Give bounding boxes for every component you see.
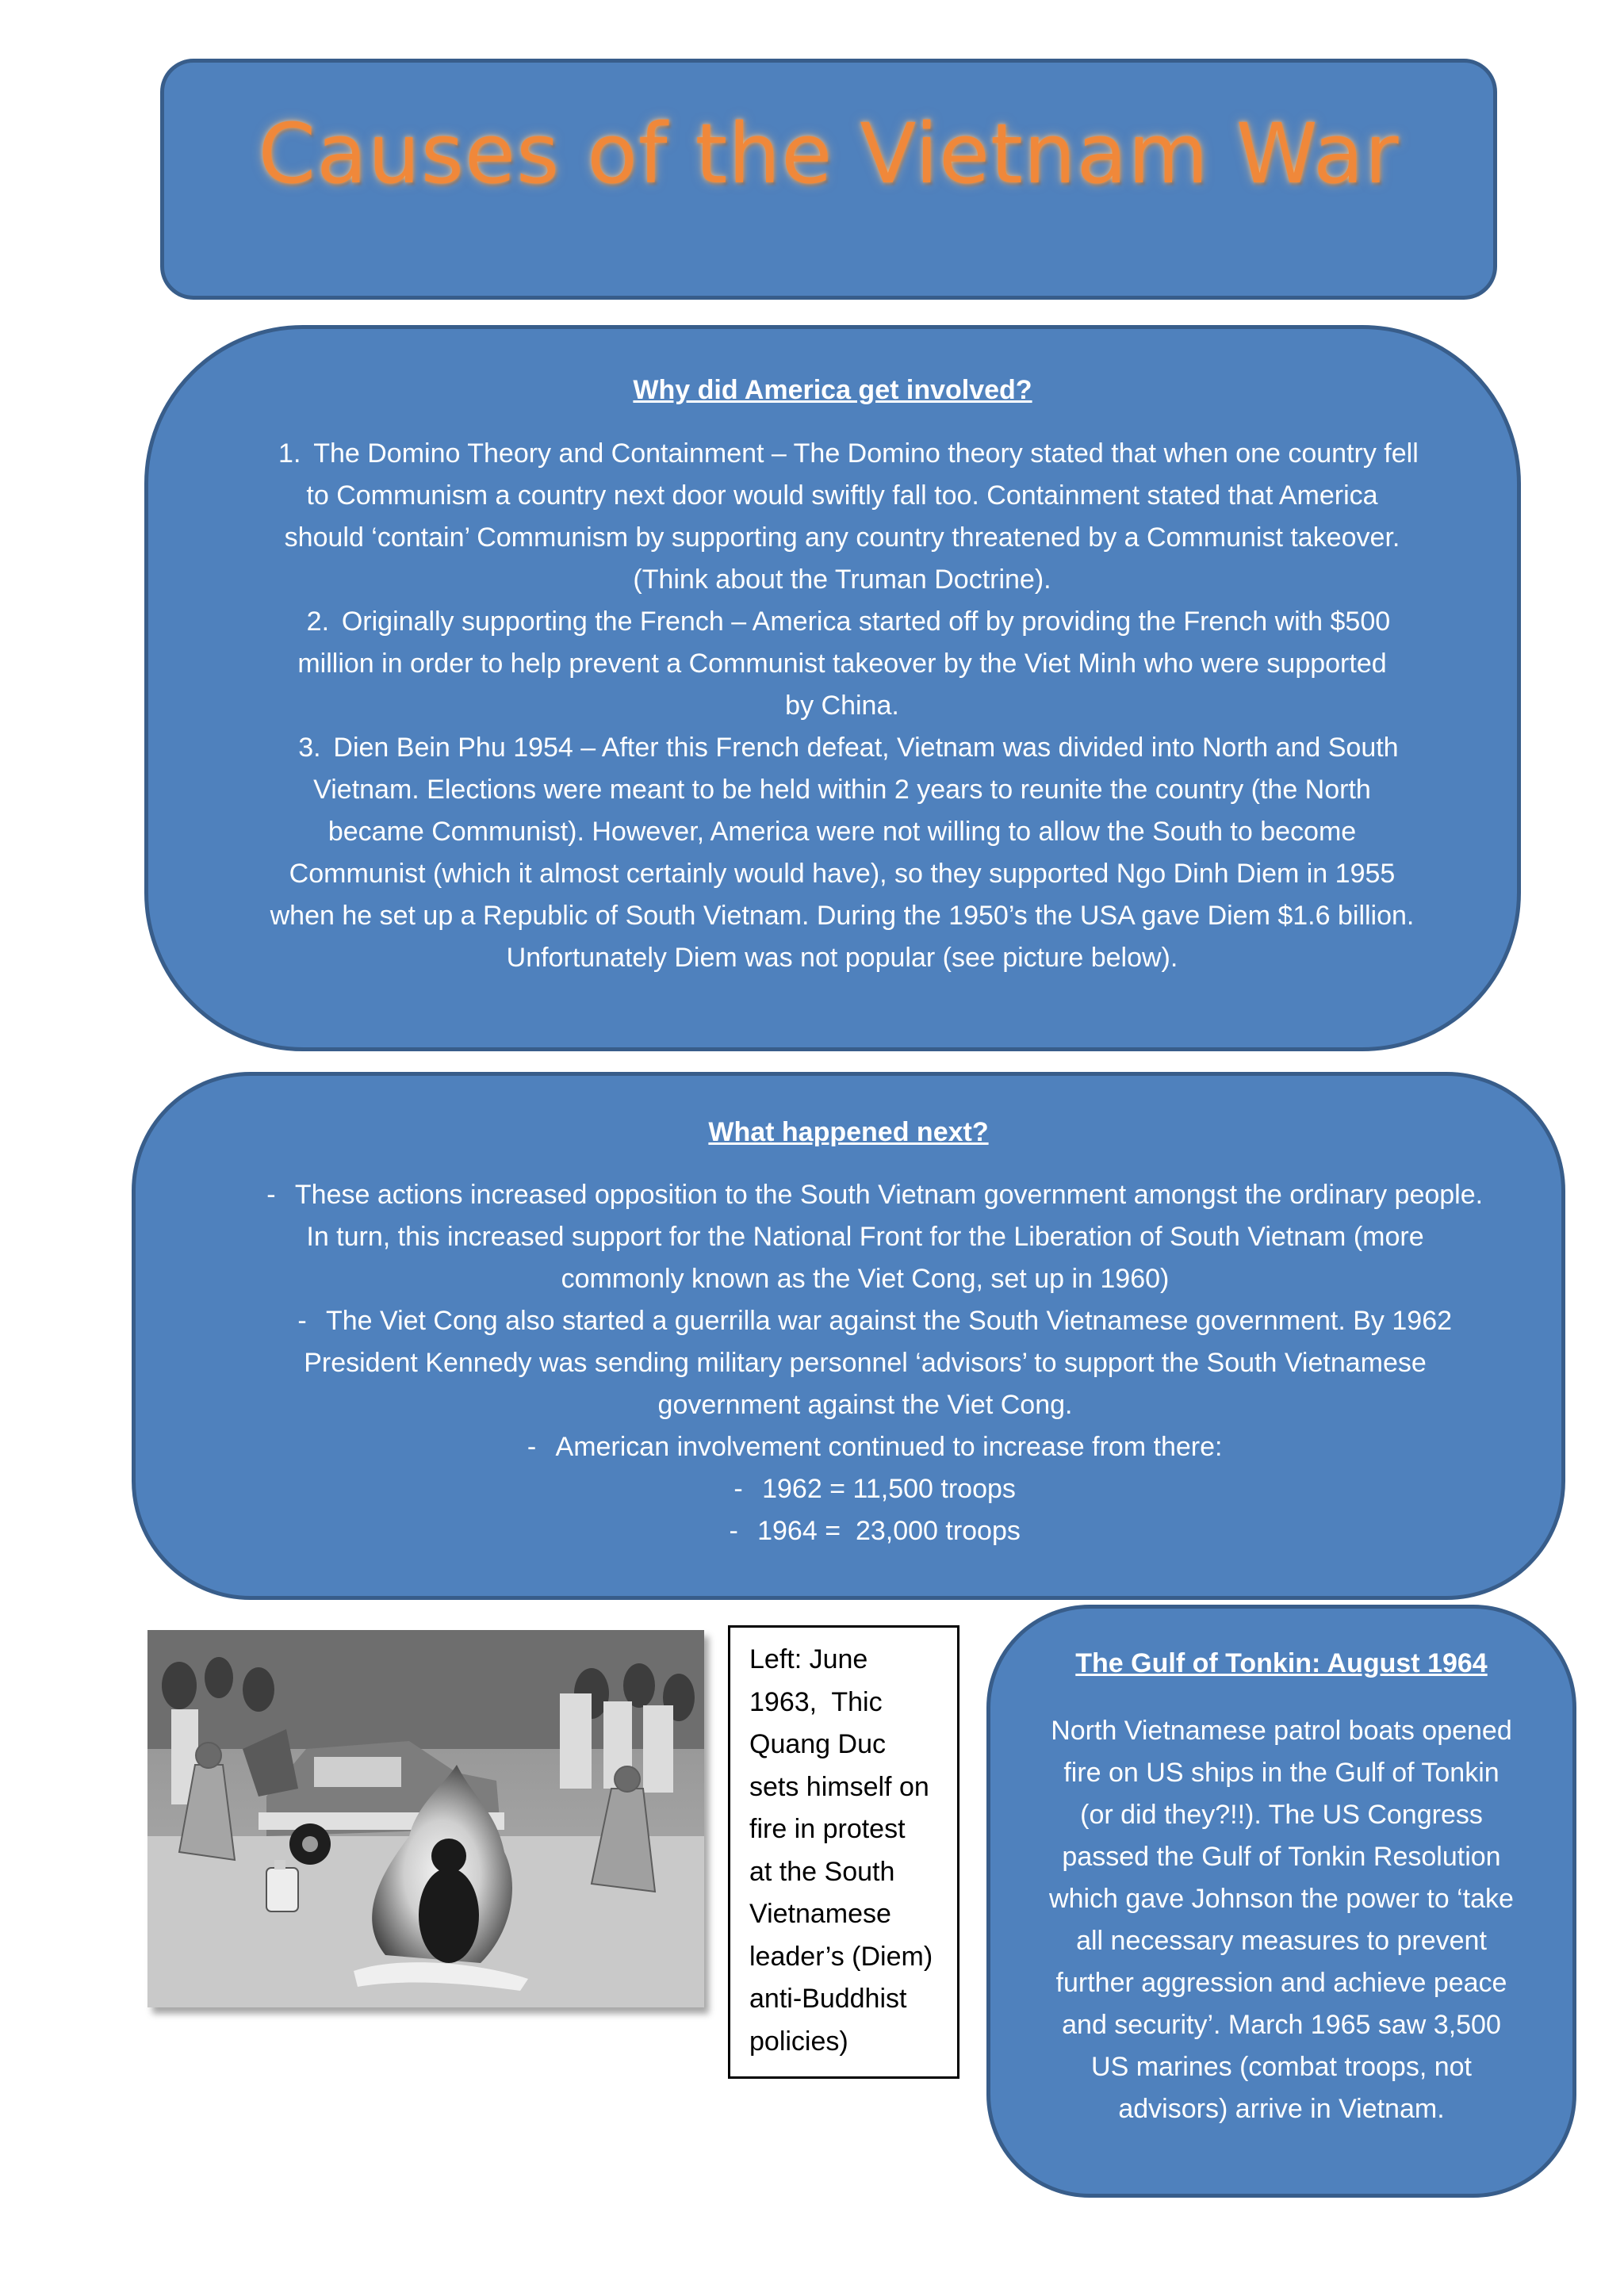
why-item-1-line: (Think about the Truman Doctrine). (633, 564, 1051, 595)
why-item-3-line: when he set up a Republic of South Vietnam. During the 1950’s the USA gave Diem $1.6 billion. (270, 901, 1415, 931)
why-item-1-line: to Communism a country next door would swiftly fall too. Containment stated that America (306, 480, 1378, 511)
caption-line: at the South (749, 1856, 895, 1887)
why-item-3-line: Dien Bein Phu 1954 – After this French defeat, Vietnam was divided into North and South (333, 733, 1399, 763)
bullet-dash: - (733, 1474, 743, 1504)
protest-photo-illustration (147, 1630, 704, 2007)
tonkin-line: fire on US ships in the Gulf of Tonkin (1063, 1758, 1500, 1788)
tonkin-line: US marines (combat troops, not (1091, 2052, 1472, 2082)
caption-line: 1963, Thic (749, 1686, 883, 1717)
next-item-3 (207, 1426, 1523, 1468)
tonkin-line: (or did they?!!). The US Congress (1080, 1800, 1483, 1830)
next-item-1-line: commonly known as the Viet Cong, set up in 1960) (561, 1264, 1170, 1294)
why-item-2-line: by China. (785, 691, 899, 721)
why-involved-panel (144, 325, 1521, 1051)
why-item-1 (251, 433, 1433, 601)
tonkin-line: further aggression and achieve peace (1055, 1968, 1507, 1998)
next-item-3-line: American involvement continued to increase from there: (555, 1432, 1223, 1462)
next-item-2-line: President Kennedy was sending military personnel ‘advisors’ to support the South Vietnamese (304, 1348, 1427, 1378)
next-item-2 (207, 1300, 1523, 1426)
tonkin-line: and security’. March 1965 saw 3,500 (1062, 2010, 1501, 2040)
caption-line: fire in protest (749, 1814, 906, 1844)
troops-1964-text: 1964 = 23,000 troops (757, 1516, 1021, 1546)
title-banner (160, 59, 1497, 300)
why-item-2-line: Originally supporting the French – America started off by providing the French with $500 (341, 607, 1391, 637)
caption-line: anti-Buddhist (749, 1984, 907, 2014)
troops-1962-text: 1962 = 11,500 troops (762, 1474, 1016, 1504)
caption-line: leader’s (Diem) (749, 1941, 933, 1972)
why-item-1-line: The Domino Theory and Containment – The Domino theory stated that when one country fell (313, 438, 1419, 469)
bullet-dash: - (527, 1432, 537, 1462)
caption-line: sets himself on (749, 1771, 929, 1802)
troops-1964 (207, 1510, 1523, 1552)
tonkin-line: advisors) arrive in Vietnam. (1118, 2094, 1445, 2124)
why-item-3-line: became Communist). However, America were not willing to allow the South to become (327, 817, 1357, 847)
next-item-1-line: These actions increased opposition to the South Vietnam government amongst the ordinary people. (294, 1180, 1484, 1210)
tonkin-line: passed the Gulf of Tonkin Resolution (1062, 1842, 1501, 1872)
next-item-1-line: In turn, this increased support for the National Front for the Liberation of South Vietnam (more (306, 1222, 1424, 1252)
next-item-1 (207, 1174, 1523, 1300)
bullet-dash: - (297, 1306, 307, 1336)
why-item-1-line: should ‘contain’ Communism by supporting any country threatened by a Communist takeover. (284, 522, 1400, 553)
troops-1962 (207, 1468, 1523, 1510)
tonkin-line: North Vietnamese patrol boats opened (1051, 1716, 1512, 1746)
caption-line: Left: June (749, 1644, 868, 1674)
bullet-dash: - (729, 1516, 738, 1546)
why-item-3-line: Unfortunately Diem was not popular (see picture below). (506, 943, 1178, 973)
next-item-2-line: The Viet Cong also started a guerrilla war against the South Vietnamese government. By 1962 (325, 1306, 1453, 1336)
why-item-1-number: 1. (278, 438, 301, 469)
gulf-of-tonkin-text (998, 1710, 1565, 2130)
gulf-of-tonkin-panel (986, 1605, 1576, 2198)
caption-line: policies) (749, 2026, 848, 2057)
why-item-2-number: 2. (306, 607, 330, 637)
why-item-2-line: million in order to help prevent a Communist takeover by the Viet Minh who were supported (297, 649, 1387, 679)
why-item-2 (251, 601, 1433, 727)
why-item-3-line: Communist (which it almost certainly would have), so they supported Ngo Dinh Diem in 1955 (289, 859, 1396, 889)
page-title: Causes of the Vietnam War (258, 105, 1400, 202)
tonkin-line: which gave Johnson the power to ‘take (1049, 1884, 1514, 1914)
caption-line: Quang Duc (749, 1729, 886, 1759)
caption-line: Vietnamese (749, 1899, 891, 1929)
bullet-dash: - (266, 1180, 276, 1210)
why-involved-heading: Why did America get involved? (633, 375, 1032, 405)
why-item-3-line: Vietnam. Elections were meant to be held within 2 years to reunite the country (the North (313, 775, 1371, 805)
photo-caption (728, 1625, 959, 2079)
why-item-3-number: 3. (298, 733, 321, 763)
protest-photo (147, 1630, 704, 2007)
next-item-2-line: government against the Viet Cong. (657, 1390, 1073, 1420)
what-happened-next-heading: What happened next? (708, 1117, 989, 1147)
tonkin-line: all necessary measures to prevent (1076, 1926, 1487, 1956)
gulf-of-tonkin-heading: The Gulf of Tonkin: August 1964 (1075, 1648, 1488, 1678)
why-item-3 (251, 727, 1433, 979)
what-happened-next-panel (132, 1072, 1565, 1600)
